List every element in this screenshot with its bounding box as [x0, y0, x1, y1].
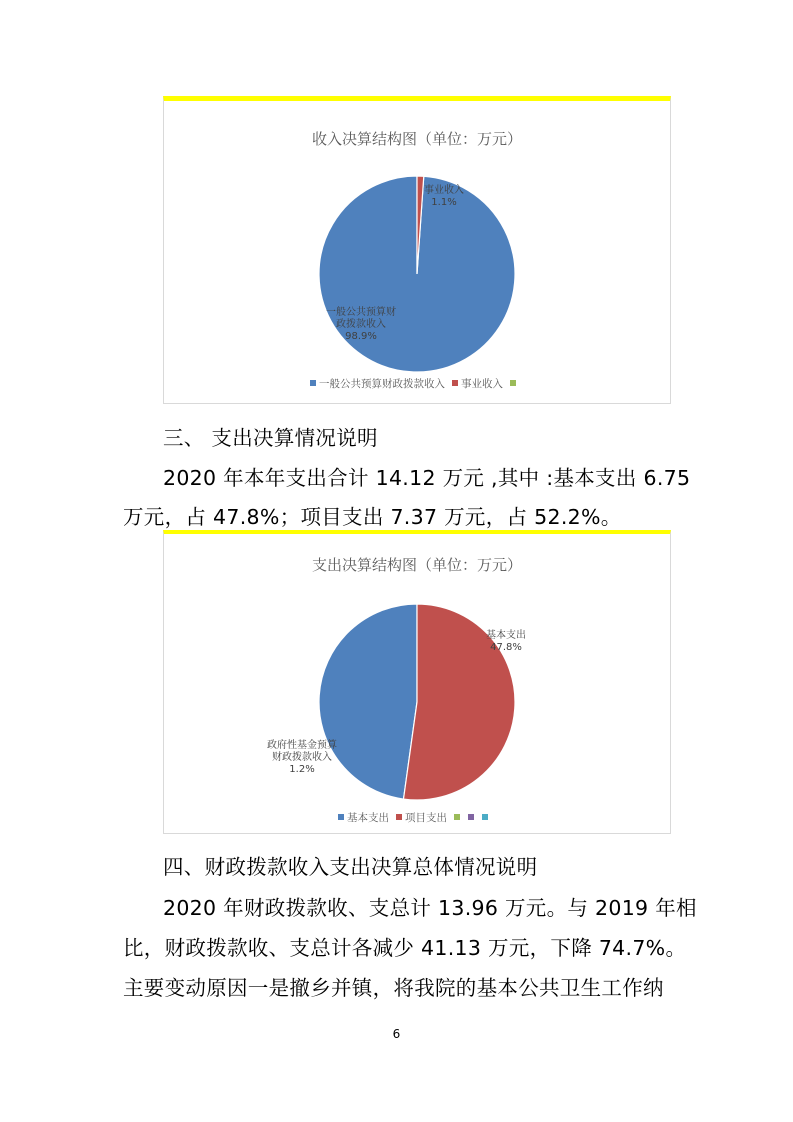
slice-label: 财政拨款收入 [272, 752, 332, 763]
legend-swatch [452, 380, 458, 386]
section4-line-2: 比，财政拨款收、支总计各减少 41.13 万元，下降 74.7%。 [123, 936, 687, 960]
legend-swatch [338, 814, 344, 820]
legend-label: 一般公共预算财政拨款收入 [319, 378, 445, 390]
expense-pie-chart [164, 534, 670, 832]
slice-label: 政拨款收入 [336, 319, 386, 330]
slice-label: 事业收入 [424, 185, 464, 196]
slice-label: 政府性基金预算 [267, 740, 337, 751]
section3-heading: 三、 支出决算情况说明 [163, 426, 378, 450]
section4-heading: 四、财政拨款收入支出决算总体情况说明 [163, 855, 538, 879]
slice-label: 基本支出 [486, 630, 526, 641]
income-chart [163, 96, 671, 404]
legend-label: 项目支出 [405, 812, 447, 824]
section4-line-1: 2020 年财政拨款收、支总计 13.96 万元。与 2019 年相 [163, 896, 697, 920]
income-pie-chart [164, 101, 670, 402]
chart-title: 收入决算结构图（单位：万元） [311, 130, 523, 148]
legend-swatch [468, 814, 474, 820]
legend-swatch [510, 380, 516, 386]
legend-label: 基本支出 [347, 812, 389, 824]
pie-slice [319, 604, 417, 799]
chart-title: 支出决算结构图（单位：万元） [311, 556, 523, 574]
slice-label: 98.9% [345, 331, 377, 342]
slice-label: 一般公共预算财 [326, 307, 396, 318]
section3-line-1: 2020 年本年支出合计 14.12 万元 ,其中 :基本支出 6.75 [163, 466, 691, 490]
legend-swatch [454, 814, 460, 820]
legend-label: 事业收入 [461, 378, 503, 390]
expense-chart [163, 530, 671, 834]
section3-line-2: 万元，占 47.8%；项目支出 7.37 万元，占 52.2%。 [123, 505, 622, 529]
legend-swatch [482, 814, 488, 820]
slice-label: 1.1% [431, 197, 457, 208]
section4-line-3: 主要变动原因一是撤乡并镇，将我院的基本公共卫生工作纳 [123, 976, 664, 1000]
slice-label: 47.8% [490, 642, 522, 653]
legend-swatch [396, 814, 402, 820]
page-number: 6 [392, 1027, 401, 1041]
legend-swatch [310, 380, 316, 386]
slice-label: 1.2% [289, 764, 315, 775]
